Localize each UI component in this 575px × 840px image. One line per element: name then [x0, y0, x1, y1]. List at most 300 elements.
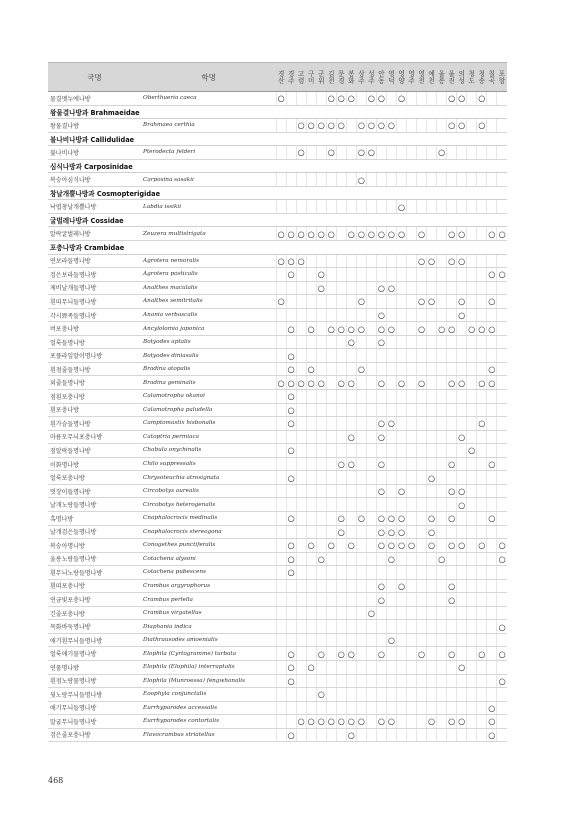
empty-cell	[366, 430, 376, 444]
empty-cell	[407, 295, 417, 309]
empty-cell	[356, 674, 366, 688]
presence-mark: ○	[458, 93, 466, 104]
presence-mark: ○	[337, 120, 345, 131]
empty-cell	[336, 308, 346, 322]
korean-name: 말굽무늬들명나방	[48, 715, 141, 729]
empty-cell	[477, 349, 487, 363]
empty-cell	[497, 322, 507, 336]
presence-mark: ○	[337, 93, 345, 104]
empty-cell	[286, 701, 296, 715]
header-region: 상주	[356, 63, 366, 92]
empty-cell	[437, 173, 447, 187]
empty-cell	[336, 593, 346, 607]
empty-cell	[477, 281, 487, 295]
empty-cell	[497, 579, 507, 593]
scientific-name: Elophila (Munroessa) fengwhanalis	[141, 674, 276, 688]
header-region: 예천	[427, 63, 437, 92]
presence-mark: ○	[458, 228, 466, 239]
empty-cell	[276, 335, 286, 349]
empty-cell	[487, 335, 497, 349]
empty-cell	[336, 444, 346, 458]
empty-cell	[276, 308, 286, 322]
empty-cell	[386, 484, 396, 498]
empty-cell	[386, 620, 396, 634]
empty-cell	[326, 620, 336, 634]
empty-cell	[407, 173, 417, 187]
empty-cell	[376, 295, 386, 309]
empty-cell	[407, 579, 417, 593]
empty-cell	[447, 200, 457, 214]
empty-cell	[376, 471, 386, 485]
empty-cell	[286, 620, 296, 634]
empty-cell	[276, 281, 286, 295]
presence-mark: ○	[297, 120, 305, 131]
empty-cell	[386, 701, 396, 715]
empty-cell	[447, 390, 457, 404]
empty-cell	[366, 633, 376, 647]
empty-cell	[467, 688, 477, 702]
empty-cell	[316, 335, 326, 349]
empty-cell	[386, 660, 396, 674]
presence-mark: ○	[347, 337, 355, 348]
empty-cell	[487, 688, 497, 702]
empty-cell	[296, 92, 306, 106]
empty-cell	[356, 308, 366, 322]
presence-mark: ○	[377, 282, 386, 293]
empty-cell	[346, 484, 356, 498]
empty-cell	[296, 281, 306, 295]
empty-cell	[497, 417, 507, 431]
empty-cell	[376, 688, 386, 702]
empty-cell	[467, 674, 477, 688]
empty-cell	[356, 403, 366, 417]
empty-cell	[276, 173, 286, 187]
presence-mark: ○	[458, 296, 466, 307]
empty-cell	[437, 647, 447, 661]
empty-cell	[417, 281, 427, 295]
family-label: 굴벌레나방과 Cossidae	[48, 213, 507, 227]
empty-cell	[407, 471, 417, 485]
empty-cell	[397, 647, 407, 661]
empty-cell	[366, 322, 376, 336]
empty-cell	[417, 200, 427, 214]
scientific-name: Crambus virgatellus	[141, 606, 276, 620]
empty-cell	[427, 376, 437, 390]
empty-cell	[477, 173, 487, 187]
distribution-table	[48, 62, 507, 742]
korean-name: 긴줄포충나방	[48, 606, 141, 620]
empty-cell	[427, 362, 437, 376]
empty-cell	[407, 322, 417, 336]
presence-mark: ○	[438, 323, 446, 334]
presence-mark: ○	[327, 716, 335, 727]
empty-cell	[346, 633, 356, 647]
presence-mark: ○	[488, 459, 496, 470]
empty-cell	[397, 701, 407, 715]
empty-cell	[366, 701, 376, 715]
empty-cell	[467, 403, 477, 417]
empty-cell	[366, 511, 376, 525]
header-region: 구미	[306, 63, 316, 92]
korean-name: 각시뾰족들명나방	[48, 308, 141, 322]
empty-cell	[467, 606, 477, 620]
korean-name: 검은줄포충나방	[48, 728, 141, 742]
empty-cell	[366, 728, 376, 742]
empty-cell	[447, 146, 457, 160]
family-row	[48, 213, 507, 227]
presence-mark: ○	[448, 716, 456, 727]
empty-cell	[356, 268, 366, 282]
empty-cell	[356, 606, 366, 620]
empty-cell	[346, 417, 356, 431]
empty-cell	[417, 119, 427, 133]
empty-cell	[427, 268, 437, 282]
presence-mark: ○	[387, 282, 396, 293]
empty-cell	[286, 525, 296, 539]
scientific-name: Circobotys aurealis	[141, 484, 276, 498]
empty-cell	[286, 200, 296, 214]
empty-cell	[356, 579, 366, 593]
empty-cell	[407, 688, 417, 702]
empty-cell	[487, 539, 497, 553]
empty-cell	[487, 674, 497, 688]
empty-cell	[477, 444, 487, 458]
header-region: 의성	[457, 63, 467, 92]
empty-cell	[366, 620, 376, 634]
empty-cell	[316, 525, 326, 539]
species-row	[48, 390, 507, 404]
empty-cell	[276, 268, 286, 282]
empty-cell	[326, 688, 336, 702]
empty-cell	[346, 498, 356, 512]
empty-cell	[467, 633, 477, 647]
presence-mark: ○	[287, 404, 295, 415]
species-row	[48, 403, 507, 417]
presence-mark: ○	[387, 323, 396, 334]
empty-cell	[366, 552, 376, 566]
presence-mark: ○	[287, 228, 295, 239]
presence-mark: ○	[377, 716, 386, 727]
presence-mark: ○	[347, 716, 355, 727]
empty-cell	[407, 647, 417, 661]
species-row	[48, 579, 507, 593]
empty-cell	[437, 593, 447, 607]
empty-cell	[296, 444, 306, 458]
empty-cell	[276, 539, 286, 553]
species-row	[48, 552, 507, 566]
header-region: 포항	[497, 63, 507, 92]
empty-cell	[366, 525, 376, 539]
empty-cell	[306, 268, 316, 282]
empty-cell	[286, 92, 296, 106]
scientific-name: Calamotropha paludella	[141, 403, 276, 417]
empty-cell	[407, 552, 417, 566]
empty-cell	[346, 688, 356, 702]
empty-cell	[366, 484, 376, 498]
empty-cell	[336, 552, 346, 566]
empty-cell	[477, 335, 487, 349]
empty-cell	[447, 498, 457, 512]
empty-cell	[467, 457, 477, 471]
empty-cell	[276, 566, 286, 580]
empty-cell	[427, 552, 437, 566]
empty-cell	[356, 525, 366, 539]
presence-mark: ○	[347, 648, 355, 659]
empty-cell	[366, 539, 376, 553]
presence-mark: ○	[438, 553, 446, 564]
presence-mark: ○	[287, 364, 295, 375]
empty-cell	[477, 633, 487, 647]
presence-mark: ○	[317, 120, 325, 131]
presence-mark: ○	[478, 648, 486, 659]
empty-cell	[457, 620, 467, 634]
species-row	[48, 498, 507, 512]
presence-mark: ○	[317, 377, 325, 388]
species-row	[48, 674, 507, 688]
empty-cell	[346, 146, 356, 160]
empty-cell	[306, 620, 316, 634]
empty-cell	[487, 579, 497, 593]
korean-name: 왕물결나방	[48, 119, 141, 133]
empty-cell	[407, 200, 417, 214]
empty-cell	[397, 417, 407, 431]
presence-mark: ○	[297, 255, 305, 266]
empty-cell	[366, 295, 376, 309]
empty-cell	[306, 498, 316, 512]
species-row	[48, 308, 507, 322]
species-row	[48, 471, 507, 485]
presence-mark: ○	[448, 486, 456, 497]
empty-cell	[427, 417, 437, 431]
empty-cell	[497, 593, 507, 607]
empty-cell	[326, 200, 336, 214]
empty-cell	[376, 268, 386, 282]
empty-cell	[427, 200, 437, 214]
presence-mark: ○	[367, 93, 375, 104]
presence-mark: ○	[367, 228, 375, 239]
empty-cell	[276, 511, 286, 525]
scientific-name: Diaphania indica	[141, 620, 276, 634]
empty-cell	[296, 728, 306, 742]
empty-cell	[437, 566, 447, 580]
empty-cell	[407, 430, 417, 444]
empty-cell	[457, 552, 467, 566]
empty-cell	[437, 660, 447, 674]
empty-cell	[356, 688, 366, 702]
presence-mark: ○	[397, 228, 406, 239]
empty-cell	[286, 484, 296, 498]
empty-cell	[427, 701, 437, 715]
empty-cell	[306, 674, 316, 688]
presence-mark: ○	[428, 255, 436, 266]
species-row	[48, 457, 507, 471]
korean-name: 마름모무늬포충나방	[48, 430, 141, 444]
empty-cell	[437, 484, 447, 498]
empty-cell	[276, 390, 286, 404]
empty-cell	[427, 660, 437, 674]
empty-cell	[497, 119, 507, 133]
species-row	[48, 335, 507, 349]
empty-cell	[437, 227, 447, 241]
presence-mark: ○	[277, 377, 285, 388]
presence-mark: ○	[307, 364, 315, 375]
empty-cell	[316, 322, 326, 336]
presence-mark: ○	[317, 716, 325, 727]
empty-cell	[467, 620, 477, 634]
empty-cell	[336, 579, 346, 593]
presence-mark: ○	[307, 120, 315, 131]
empty-cell	[386, 728, 396, 742]
empty-cell	[316, 92, 326, 106]
empty-cell	[467, 579, 477, 593]
empty-cell	[447, 430, 457, 444]
species-row	[48, 715, 507, 729]
empty-cell	[397, 173, 407, 187]
empty-cell	[437, 539, 447, 553]
empty-cell	[427, 444, 437, 458]
empty-cell	[316, 349, 326, 363]
empty-cell	[417, 539, 427, 553]
korean-name: 흰포충나방	[48, 403, 141, 417]
empty-cell	[427, 335, 437, 349]
empty-cell	[447, 552, 457, 566]
empty-cell	[497, 715, 507, 729]
scientific-name: Bradina atopalis	[141, 362, 276, 376]
empty-cell	[276, 674, 286, 688]
empty-cell	[296, 701, 306, 715]
scientific-name: Oberthueria caeca	[141, 92, 276, 106]
presence-mark: ○	[287, 377, 295, 388]
presence-mark: ○	[367, 608, 375, 619]
presence-mark: ○	[488, 323, 496, 334]
presence-mark: ○	[287, 648, 295, 659]
empty-cell	[407, 362, 417, 376]
empty-cell	[467, 295, 477, 309]
empty-cell	[366, 417, 376, 431]
presence-mark: ○	[458, 377, 466, 388]
empty-cell	[276, 525, 286, 539]
presence-mark: ○	[397, 513, 406, 524]
empty-cell	[366, 715, 376, 729]
empty-cell	[296, 688, 306, 702]
presence-mark: ○	[377, 513, 386, 524]
empty-cell	[336, 430, 346, 444]
presence-mark: ○	[458, 431, 466, 442]
empty-cell	[487, 200, 497, 214]
empty-cell	[417, 362, 427, 376]
species-row	[48, 484, 507, 498]
empty-cell	[477, 254, 487, 268]
table-header-row	[48, 63, 507, 92]
scientific-name: Pterodecta felderi	[141, 146, 276, 160]
empty-cell	[366, 647, 376, 661]
presence-mark: ○	[327, 93, 335, 104]
species-row	[48, 430, 507, 444]
empty-cell	[316, 674, 326, 688]
scientific-name: Conogethes punctiferalis	[141, 539, 276, 553]
empty-cell	[417, 444, 427, 458]
empty-cell	[407, 620, 417, 634]
presence-mark: ○	[387, 418, 396, 429]
empty-cell	[397, 593, 407, 607]
empty-cell	[326, 254, 336, 268]
empty-cell	[427, 606, 437, 620]
empty-cell	[306, 349, 316, 363]
empty-cell	[326, 660, 336, 674]
empty-cell	[417, 701, 427, 715]
empty-cell	[316, 633, 326, 647]
empty-cell	[437, 403, 447, 417]
empty-cell	[417, 471, 427, 485]
empty-cell	[477, 660, 487, 674]
empty-cell	[497, 308, 507, 322]
scientific-name: Calamotropha okanoi	[141, 390, 276, 404]
empty-cell	[497, 511, 507, 525]
empty-cell	[366, 362, 376, 376]
empty-cell	[306, 484, 316, 498]
empty-cell	[407, 525, 417, 539]
presence-mark: ○	[337, 526, 345, 537]
empty-cell	[326, 525, 336, 539]
empty-cell	[306, 511, 316, 525]
family-row	[48, 105, 507, 119]
empty-cell	[447, 674, 457, 688]
empty-cell	[326, 376, 336, 390]
empty-cell	[447, 335, 457, 349]
presence-mark: ○	[317, 689, 325, 700]
empty-cell	[437, 295, 447, 309]
empty-cell	[386, 335, 396, 349]
empty-cell	[336, 254, 346, 268]
empty-cell	[386, 146, 396, 160]
species-row	[48, 349, 507, 363]
empty-cell	[407, 376, 417, 390]
presence-mark: ○	[287, 418, 295, 429]
empty-cell	[497, 362, 507, 376]
empty-cell	[417, 403, 427, 417]
empty-cell	[467, 200, 477, 214]
presence-mark: ○	[458, 662, 466, 673]
empty-cell	[356, 498, 366, 512]
empty-cell	[326, 647, 336, 661]
presence-mark: ○	[307, 540, 315, 551]
empty-cell	[457, 701, 467, 715]
empty-cell	[417, 335, 427, 349]
presence-mark: ○	[428, 716, 436, 727]
empty-cell	[427, 308, 437, 322]
species-row	[48, 92, 507, 106]
empty-cell	[306, 633, 316, 647]
empty-cell	[376, 660, 386, 674]
empty-cell	[427, 119, 437, 133]
presence-mark: ○	[377, 228, 386, 239]
empty-cell	[276, 403, 286, 417]
empty-cell	[427, 457, 437, 471]
empty-cell	[276, 660, 286, 674]
empty-cell	[376, 566, 386, 580]
presence-mark: ○	[418, 228, 426, 239]
korean-name: 검은보라들명나방	[48, 268, 141, 282]
empty-cell	[437, 119, 447, 133]
empty-cell	[316, 701, 326, 715]
presence-mark: ○	[448, 377, 456, 388]
empty-cell	[477, 606, 487, 620]
species-row	[48, 511, 507, 525]
empty-cell	[437, 268, 447, 282]
scientific-name: Flavocrambus striatellus	[141, 728, 276, 742]
presence-mark: ○	[277, 296, 285, 307]
empty-cell	[306, 471, 316, 485]
